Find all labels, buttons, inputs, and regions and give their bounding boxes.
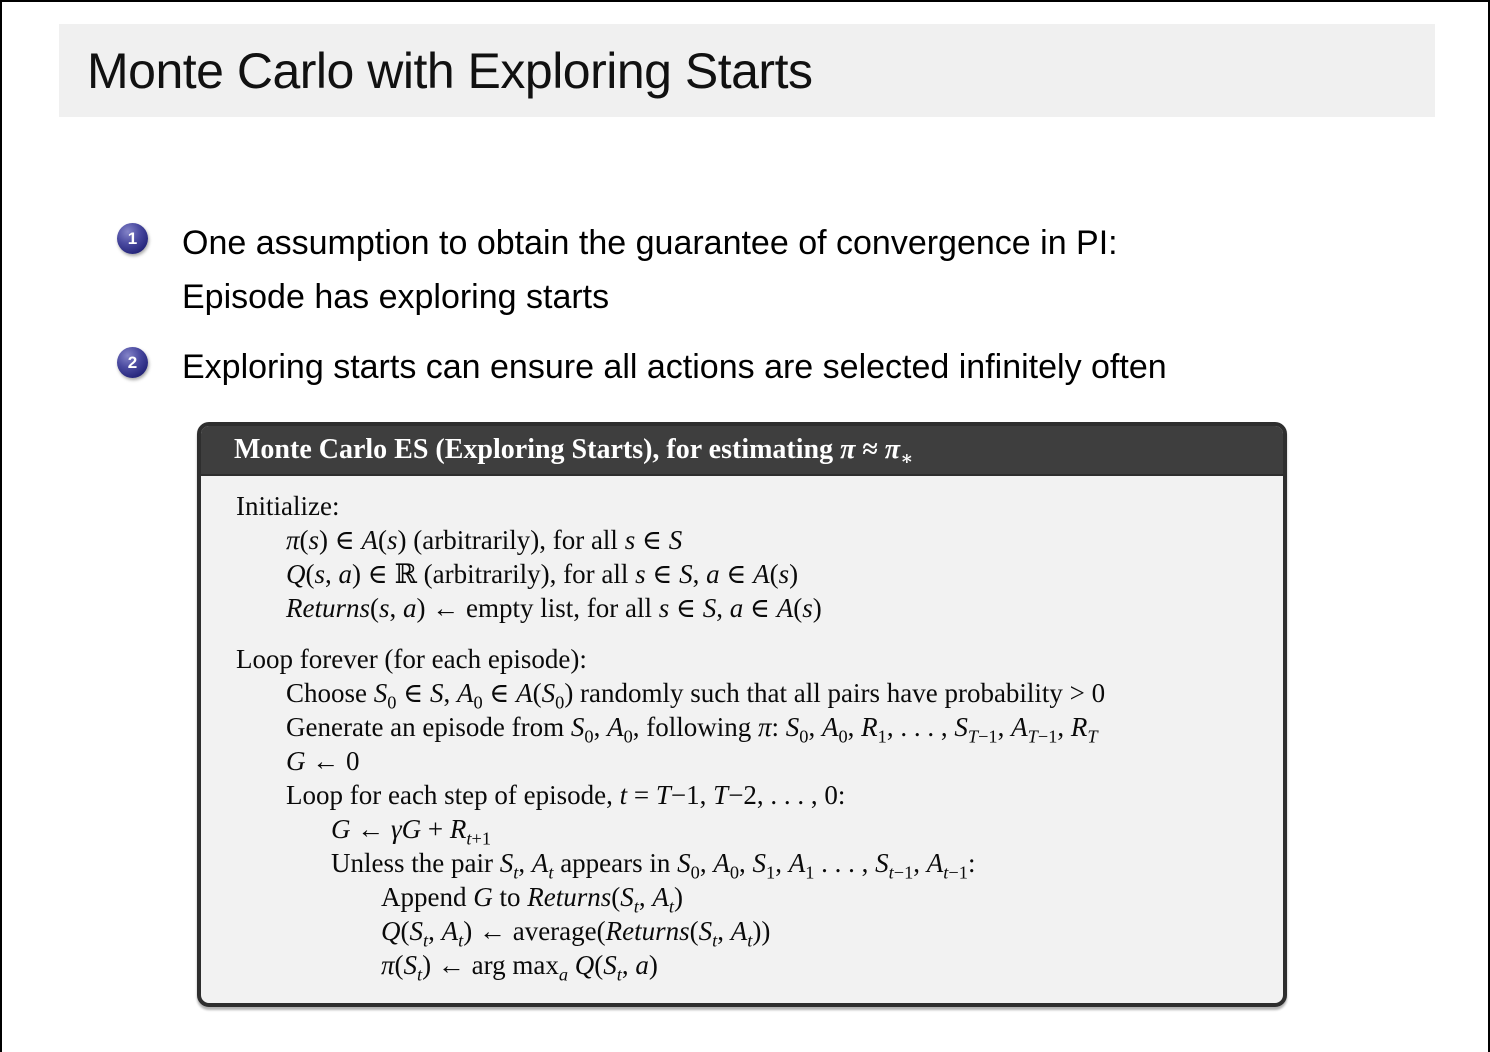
algorithm-header bbox=[201, 426, 1283, 476]
algorithm-line: G ← 0 bbox=[286, 746, 360, 776]
algorithm-line: Choose $S_0$ ∈ S, $A_0$ ∈ $A(S_0)$ randomly such that all pairs have probability > 0 bbox=[286, 678, 1106, 713]
bullet-item-2 bbox=[117, 340, 1167, 394]
bullet-text: One assumption to obtain the guarantee of convergence in PI: Episode has exploring starts bbox=[182, 224, 1118, 316]
bullet-number-badge bbox=[117, 223, 148, 254]
algorithm-line: Loop for each step of episode, t = T−1, T−2, . . . , 0: bbox=[286, 780, 846, 810]
slide-title-bar bbox=[59, 24, 1435, 117]
algorithm-body bbox=[201, 476, 1283, 1002]
algorithm-line: Initialize: bbox=[236, 491, 340, 521]
algorithm-line: π(s) ∈ A(s) (arbitrarily), for all s ∈ S bbox=[286, 525, 683, 555]
bullet-number-badge bbox=[117, 347, 148, 378]
algorithm-line: Returns(s, a) ← empty list, for all s ∈ S, a ∈ A(s) bbox=[286, 593, 822, 623]
bullet-number: 1 bbox=[127, 228, 138, 248]
algorithm-line: Unless the pair $S_t$, $A_t$ appears in $S_0$, $A_0$, $S_1$, $A_1$ . . . , $S_{t-1}$, $A_{t-1}$: bbox=[331, 848, 976, 883]
algorithm-line: G ← $\gamma G + R_{t+1}$ bbox=[331, 814, 492, 849]
bullet-item-1 bbox=[117, 216, 1118, 324]
algorithm-block bbox=[197, 422, 1287, 1007]
algorithm-line: Q(s, a) ∈ ℝ (arbitrarily), for all s ∈ S, a ∈ A(s) bbox=[286, 559, 799, 589]
algorithm-line: $\pi(S_t)$ ← arg $\max_a Q(S_t$, a) bbox=[381, 950, 658, 985]
algorithm-line: $Q(S_t$, $A_t$) ← $average(Returns(S_t$, $A_t$)) bbox=[381, 916, 771, 951]
bullet-text: Exploring starts can ensure all actions are selected infinitely often bbox=[182, 348, 1167, 386]
algorithm-line: Loop forever (for each episode): bbox=[236, 644, 587, 674]
page-title: Monte Carlo with Exploring Starts bbox=[87, 42, 813, 99]
algorithm-line: Append G to $Returns(S_t$, $A_t$) bbox=[381, 882, 683, 917]
algorithm-title: Monte Carlo ES (Exploring Starts), for estimating $\pi \approx \pi_∗$ bbox=[234, 434, 914, 470]
algorithm-line: Generate an episode from $S_0$, $A_0$, following π: $S_0$, $A_0$, $R_1$, . . . , $S_{T-1}$, $A_{T-1}$, $R_T$ bbox=[286, 712, 1098, 747]
bullet-number: 2 bbox=[127, 352, 138, 372]
